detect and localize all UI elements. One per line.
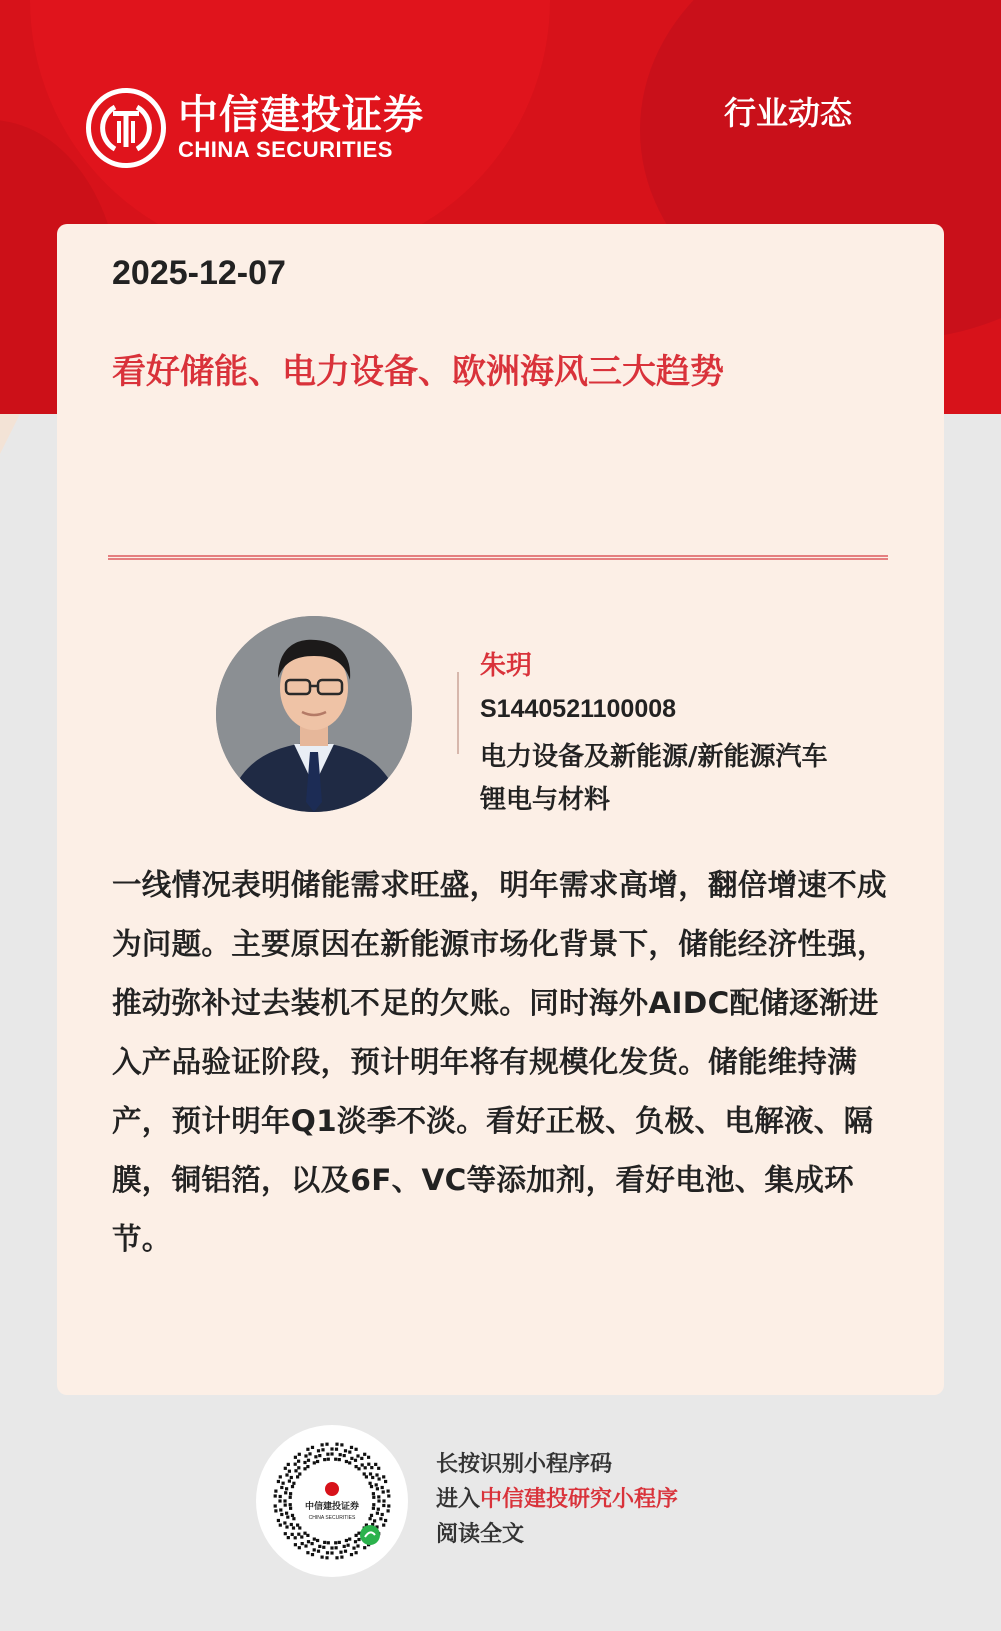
qr-module: [360, 1457, 363, 1460]
qr-module: [348, 1538, 351, 1541]
qr-module: [304, 1544, 307, 1547]
qr-module: [290, 1523, 293, 1526]
qr-module: [377, 1499, 380, 1502]
qr-module: [311, 1446, 314, 1449]
report-summary: 一线情况表明储能需求旺盛，明年需求高增，翻倍增速不成为问题。主要原因在新能源市场化背景下，储能经济性强，推动弥补过去装机不足的欠账。同时海外AIDC配储逐渐进入产品验证阶段，预计明年将有规模化发货。储能维持满产，预计明年Q1淡季不淡。看好正极、负极、电解液、隔膜，铜铝箔，以及6F、VC等添加剂，看好电池、集成环节。: [112, 868, 887, 1256]
qr-module: [277, 1480, 280, 1483]
qr-module: [340, 1443, 343, 1446]
qr-module: [298, 1453, 301, 1456]
qr-module: [369, 1517, 372, 1520]
qr-module: [306, 1551, 309, 1554]
qr-module: [357, 1467, 360, 1470]
qr-module: [294, 1536, 297, 1539]
qr-module: [335, 1443, 338, 1446]
qr-module: [350, 1457, 353, 1460]
qr-module: [294, 1543, 297, 1546]
qr-module: [297, 1466, 300, 1469]
qr-module: [350, 1553, 353, 1556]
qr-module: [354, 1540, 357, 1543]
qr-line-1: 长按识别小程序码: [436, 1451, 613, 1477]
qr-module: [294, 1463, 297, 1466]
qr-module: [387, 1509, 390, 1512]
qr-module: [344, 1550, 347, 1553]
logo-chinese-name: 中信建投证券: [178, 91, 424, 138]
qr-module: [355, 1551, 358, 1554]
qr-module: [335, 1556, 338, 1559]
qr-line-3: 阅读全文: [436, 1521, 525, 1547]
qr-module: [367, 1456, 370, 1459]
qr-module: [297, 1533, 300, 1536]
qr-module: [325, 1443, 328, 1446]
qr-module: [335, 1546, 338, 1549]
qr-module: [372, 1507, 375, 1510]
qr-module: [280, 1486, 283, 1489]
qr-module: [348, 1451, 351, 1454]
qr-module: [377, 1508, 380, 1511]
qr-line-2-prefix: 进入: [436, 1486, 481, 1512]
qr-module: [387, 1504, 390, 1507]
qr-module: [357, 1538, 360, 1541]
mini-program-qr-code[interactable]: [256, 1425, 408, 1577]
qr-module: [298, 1526, 301, 1529]
qr-module: [371, 1476, 374, 1479]
qr-module: [330, 1546, 333, 1549]
qr-module: [350, 1446, 353, 1449]
qr-module: [287, 1536, 290, 1539]
qr-module: [323, 1541, 326, 1544]
qr-module: [326, 1453, 329, 1456]
report-category: 行业动态: [724, 94, 853, 132]
qr-module: [307, 1459, 310, 1462]
qr-module: [381, 1486, 384, 1489]
qr-module: [303, 1532, 306, 1535]
qr-module: [286, 1516, 289, 1519]
qr-module: [382, 1499, 385, 1502]
qr-module: [348, 1461, 351, 1464]
qr-module: [377, 1467, 380, 1470]
qr-module: [300, 1535, 303, 1538]
qr-module: [289, 1492, 292, 1495]
qr-module: [345, 1539, 348, 1542]
qr-module: [289, 1496, 292, 1499]
qr-module: [279, 1495, 282, 1498]
qr-module: [344, 1449, 347, 1452]
qr-module: [298, 1472, 301, 1475]
qr-module: [318, 1545, 321, 1548]
qr-module: [283, 1499, 286, 1502]
qr-module: [321, 1556, 324, 1559]
qr-module: [367, 1463, 370, 1466]
qr-module: [372, 1503, 375, 1506]
qr-module: [340, 1556, 343, 1559]
qr-module: [301, 1542, 304, 1545]
qr-module: [274, 1509, 277, 1512]
qr-module: [297, 1460, 300, 1463]
citic-logo-icon: [86, 88, 166, 168]
qr-module: [363, 1472, 366, 1475]
qr-module: [288, 1480, 291, 1483]
qr-module: [317, 1550, 320, 1553]
qr-module: [284, 1504, 287, 1507]
qr-module: [285, 1487, 288, 1490]
qr-module: [369, 1472, 372, 1475]
qr-module: [294, 1469, 297, 1472]
qr-module: [334, 1541, 337, 1544]
qr-module: [290, 1476, 293, 1479]
qr-module: [322, 1546, 325, 1549]
qr-module: [283, 1521, 286, 1524]
qr-module: [304, 1454, 307, 1457]
qr-module: [381, 1513, 384, 1516]
qr-module: [375, 1483, 378, 1486]
qr-module: [355, 1534, 358, 1537]
qr-module: [345, 1460, 348, 1463]
qr-module: [279, 1508, 282, 1511]
qr-module: [384, 1519, 387, 1522]
qr-module: [355, 1465, 358, 1468]
qr-module: [372, 1496, 375, 1499]
qr-module: [375, 1473, 378, 1476]
qr-module: [330, 1452, 333, 1455]
qr-module: [327, 1541, 330, 1544]
qr-module: [277, 1519, 280, 1522]
title-divider: [108, 555, 888, 560]
qr-module: [382, 1490, 385, 1493]
qr-center-cn: 中信建投证券: [304, 1502, 360, 1512]
author-divider: [457, 672, 459, 754]
qr-module: [384, 1480, 387, 1483]
qr-module: [387, 1490, 390, 1493]
qr-module: [355, 1448, 358, 1451]
qr-module: [314, 1455, 317, 1458]
qr-module: [338, 1541, 341, 1544]
qr-module: [364, 1466, 367, 1469]
qr-module: [317, 1449, 320, 1452]
author-name: 朱玥: [480, 651, 533, 681]
qr-module: [382, 1524, 385, 1527]
qr-module: [356, 1544, 359, 1547]
qr-module: [387, 1494, 390, 1497]
qr-module: [289, 1507, 292, 1510]
qr-module: [291, 1514, 294, 1517]
qr-module: [376, 1487, 379, 1490]
report-date: 2025-12-07: [112, 254, 286, 292]
qr-module: [284, 1491, 287, 1494]
qr-module: [374, 1463, 377, 1466]
qr-module: [306, 1465, 309, 1468]
qr-module: [313, 1538, 316, 1541]
qr-module: [274, 1504, 277, 1507]
author-avatar: [216, 616, 412, 812]
qr-module: [361, 1463, 364, 1466]
logo-english-name: CHINA SECURITIES: [178, 137, 393, 162]
qr-module: [306, 1448, 309, 1451]
qr-module: [279, 1475, 282, 1478]
qr-module: [291, 1533, 294, 1536]
qr-module: [289, 1503, 292, 1506]
qr-module: [379, 1517, 382, 1520]
qr-module: [356, 1454, 359, 1457]
qr-module: [370, 1514, 373, 1517]
author-license-id: S1440521100008: [480, 695, 677, 723]
qr-module: [321, 1443, 324, 1446]
qr-module: [316, 1460, 319, 1463]
qr-module: [285, 1525, 288, 1528]
qr-module: [284, 1467, 287, 1470]
qr-module: [307, 1540, 310, 1543]
qr-module: [330, 1551, 333, 1554]
qr-module: [352, 1547, 355, 1550]
qr-module: [325, 1556, 328, 1559]
qr-module: [279, 1524, 282, 1527]
qr-module: [372, 1492, 375, 1495]
qr-module: [339, 1453, 342, 1456]
qr-module: [308, 1452, 311, 1455]
qr-module: [288, 1470, 291, 1473]
qr-module: [313, 1548, 316, 1551]
qr-module: [294, 1456, 297, 1459]
qr-module: [370, 1466, 373, 1469]
qr-module: [280, 1513, 283, 1516]
qr-module: [323, 1458, 326, 1461]
author-field: 电力设备及新能源/新能源汽车锂电与材料: [480, 742, 828, 815]
qr-module: [343, 1454, 346, 1457]
qr-module: [338, 1458, 341, 1461]
qr-module: [296, 1524, 299, 1527]
qr-module: [292, 1482, 295, 1485]
qr-module: [334, 1458, 337, 1461]
qr-module: [354, 1459, 357, 1462]
qr-module: [378, 1477, 381, 1480]
qr-module: [282, 1482, 285, 1485]
qr-line-2-highlight: 中信建投研究小程序: [480, 1486, 679, 1512]
qr-module: [287, 1463, 290, 1466]
qr-module: [343, 1545, 346, 1548]
qr-module: [316, 1539, 319, 1542]
qr-module: [376, 1512, 379, 1515]
report-title: 看好储能、电力设备、欧洲海风三大趋势: [112, 352, 724, 392]
qr-center-en: CHINA SECURITIES: [308, 1515, 356, 1521]
qr-module: [306, 1534, 309, 1537]
qr-line-2: [436, 1482, 678, 1517]
qr-module: [318, 1454, 321, 1457]
qr-module: [370, 1485, 373, 1488]
qr-module: [326, 1551, 329, 1554]
brand-logo: [86, 86, 424, 170]
qr-module: [347, 1544, 350, 1547]
qr-module: [363, 1546, 366, 1549]
qr-module: [330, 1447, 333, 1450]
qr-module: [303, 1461, 306, 1464]
qr-module: [274, 1494, 277, 1497]
qr-module: [335, 1448, 338, 1451]
qr-module: [274, 1490, 277, 1493]
qr-module: [369, 1482, 372, 1485]
qr-module: [298, 1546, 301, 1549]
qr-module: [285, 1512, 288, 1515]
qr-module: [327, 1458, 330, 1461]
qr-module: [296, 1475, 299, 1478]
qr-module: [278, 1499, 281, 1502]
qr-module: [303, 1467, 306, 1470]
qr-module: [292, 1526, 295, 1529]
qr-module: [339, 1551, 342, 1554]
qr-instructions: [436, 1447, 678, 1552]
qr-module: [377, 1495, 380, 1498]
qr-module: [313, 1461, 316, 1464]
qr-module: [285, 1473, 288, 1476]
qr-module: [382, 1504, 385, 1507]
qr-module: [311, 1553, 314, 1556]
qr-module: [284, 1532, 287, 1535]
qr-module: [292, 1517, 295, 1520]
header-corner-decoration: [0, 414, 20, 454]
qr-module: [291, 1485, 294, 1488]
qr-module: [373, 1519, 376, 1522]
qr-module: [321, 1448, 324, 1451]
qr-module: [365, 1475, 368, 1478]
qr-module: [311, 1542, 314, 1545]
qr-module: [363, 1453, 366, 1456]
qr-module: [382, 1475, 385, 1478]
